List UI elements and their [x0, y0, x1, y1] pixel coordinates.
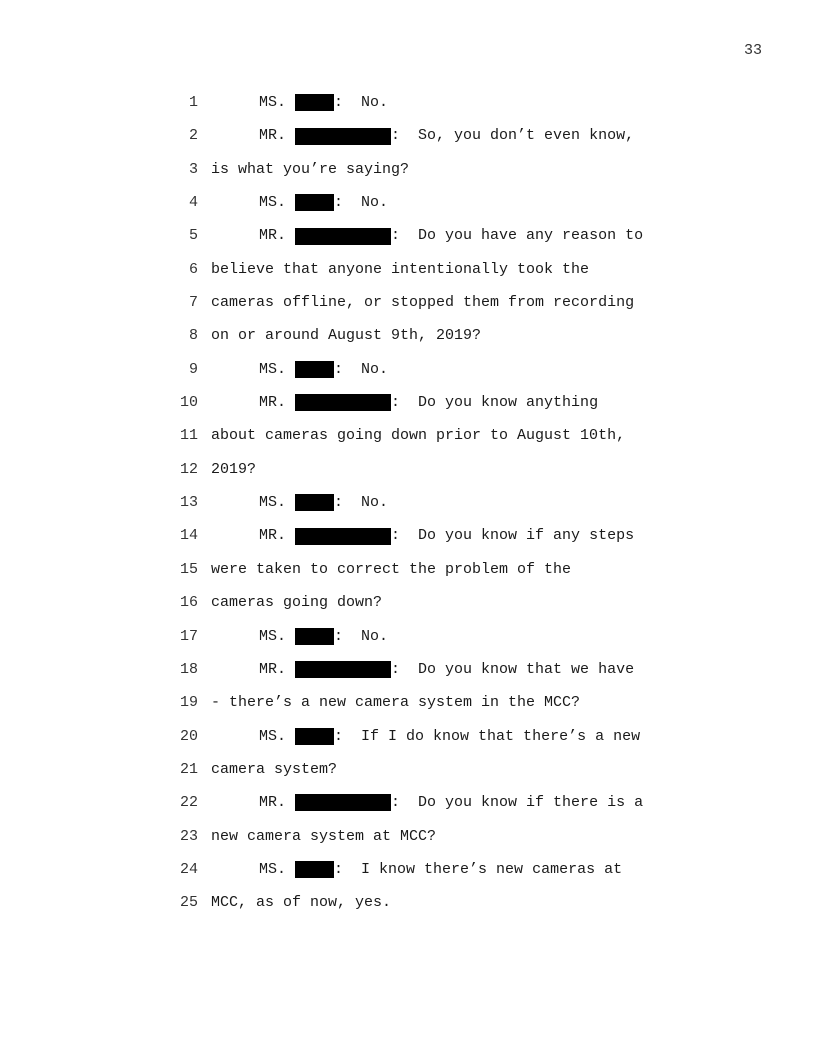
speaker-label: MR.	[259, 394, 287, 412]
spacer	[286, 853, 295, 886]
transcript-line	[0, 886, 816, 919]
transcript-body	[0, 86, 816, 920]
line-number: 2	[188, 127, 198, 145]
line-text	[259, 720, 640, 753]
line-number: 6	[188, 260, 198, 278]
redaction-box	[295, 361, 334, 378]
spoken-text: : Do you have any reason to	[391, 227, 644, 245]
spoken-text: : No.	[334, 94, 389, 111]
spacer	[286, 620, 295, 653]
line-number: 20	[179, 727, 198, 745]
line-text	[211, 253, 589, 286]
transcript-line	[0, 653, 816, 686]
spoken-text: : No.	[334, 194, 389, 212]
line-text	[259, 219, 643, 252]
redaction-box	[295, 228, 391, 245]
line-number: 4	[188, 194, 198, 212]
spoken-text: : No.	[334, 494, 389, 512]
transcript-line	[0, 353, 816, 386]
line-text	[259, 653, 634, 686]
transcript-line	[0, 186, 816, 219]
line-number: 5	[188, 227, 198, 245]
spoken-text: is what you’re saying?	[211, 160, 410, 178]
line-text	[211, 419, 625, 452]
spoken-text: : So, you don’t even know,	[391, 127, 635, 145]
transcript-line	[0, 286, 816, 319]
line-text	[259, 186, 388, 219]
transcript-line	[0, 620, 816, 653]
line-number: 19	[179, 694, 198, 712]
transcript-line	[0, 686, 816, 719]
spacer	[286, 86, 295, 119]
speaker-label: MS.	[259, 860, 287, 878]
line-number: 9	[188, 360, 198, 378]
transcript-line	[0, 786, 816, 819]
line-number: 3	[188, 160, 198, 178]
spoken-text: - there’s a new camera system in the MCC?	[211, 694, 581, 712]
transcript-line	[0, 386, 816, 419]
line-number: 22	[179, 794, 198, 812]
spoken-text: : Do you know anything	[391, 394, 599, 412]
line-text	[211, 886, 391, 919]
speaker-label: MS.	[259, 94, 287, 111]
spacer	[286, 353, 295, 386]
line-number: 23	[179, 827, 198, 845]
spacer	[286, 119, 295, 152]
line-number: 25	[179, 894, 198, 912]
line-number: 14	[179, 527, 198, 545]
transcript-line	[0, 419, 816, 452]
line-text	[211, 319, 481, 352]
speaker-label: MS.	[259, 627, 287, 645]
speaker-label: MR.	[259, 127, 287, 145]
redaction-box	[295, 661, 391, 678]
line-number: 17	[179, 627, 198, 645]
transcript-line	[0, 119, 816, 152]
line-text	[211, 586, 382, 619]
line-text	[211, 453, 256, 486]
line-text	[211, 820, 436, 853]
spoken-text: about cameras going down prior to August 10th,	[211, 427, 626, 445]
line-number: 1	[188, 94, 198, 111]
redaction-box	[295, 394, 391, 411]
line-number: 7	[188, 294, 198, 312]
line-text	[211, 153, 409, 186]
redaction-box	[295, 94, 334, 111]
transcript-line	[0, 253, 816, 286]
speaker-label: MR.	[259, 227, 287, 245]
spoken-text: : Do you know that we have	[391, 660, 635, 678]
transcript-line	[0, 319, 816, 352]
spacer	[286, 519, 295, 552]
redaction-box	[295, 194, 334, 211]
redaction-box	[295, 628, 334, 645]
redaction-box	[295, 861, 334, 878]
spoken-text: : I know there’s new cameras at	[334, 860, 623, 878]
transcript-line	[0, 586, 816, 619]
spoken-text: MCC, as of now, yes.	[211, 894, 392, 912]
transcript-line	[0, 553, 816, 586]
spoken-text: cameras offline, or stopped them from recording	[211, 294, 635, 312]
line-text	[259, 386, 598, 419]
spoken-text: : Do you know if there is a	[391, 794, 644, 812]
spacer	[286, 386, 295, 419]
line-text	[259, 853, 622, 886]
line-number: 24	[179, 860, 198, 878]
speaker-label: MS.	[259, 360, 287, 378]
speaker-label: MS.	[259, 494, 287, 512]
spacer	[286, 786, 295, 819]
transcript-line	[0, 820, 816, 853]
spacer	[286, 720, 295, 753]
line-text	[259, 620, 388, 653]
spacer	[286, 219, 295, 252]
line-number: 18	[179, 660, 198, 678]
speaker-label: MR.	[259, 794, 287, 812]
speaker-label: MR.	[259, 527, 287, 545]
transcript-line	[0, 519, 816, 552]
line-text	[259, 519, 634, 552]
spoken-text: believe that anyone intentionally took the	[211, 260, 590, 278]
spoken-text: cameras going down?	[211, 594, 383, 612]
page-number: 33	[743, 42, 762, 59]
line-number: 11	[179, 427, 198, 445]
line-text	[259, 119, 634, 152]
line-text	[259, 786, 643, 819]
line-text	[259, 353, 388, 386]
transcript-line	[0, 86, 816, 119]
transcript-line	[0, 219, 816, 252]
spoken-text: camera system?	[211, 760, 338, 778]
speaker-label: MS.	[259, 194, 287, 212]
redaction-box	[295, 528, 391, 545]
spacer	[286, 653, 295, 686]
line-text	[211, 286, 634, 319]
line-text	[211, 553, 571, 586]
line-text	[211, 753, 337, 786]
transcript-line	[0, 720, 816, 753]
line-number: 15	[179, 560, 198, 578]
transcript-line	[0, 453, 816, 486]
line-text	[211, 686, 580, 719]
transcript-line	[0, 153, 816, 186]
spoken-text: on or around August 9th, 2019?	[211, 327, 482, 345]
line-text	[259, 486, 388, 519]
line-number: 21	[179, 760, 198, 778]
spoken-text: : If I do know that there’s a new	[334, 727, 641, 745]
spoken-text: were taken to correct the problem of the	[211, 560, 572, 578]
line-number: 16	[179, 594, 198, 612]
spoken-text: : Do you know if any steps	[391, 527, 635, 545]
speaker-label: MS.	[259, 727, 287, 745]
line-number: 10	[179, 394, 198, 412]
transcript-line	[0, 753, 816, 786]
spacer	[286, 486, 295, 519]
line-number: 13	[179, 494, 198, 512]
redaction-box	[295, 794, 391, 811]
transcript-line	[0, 853, 816, 886]
redaction-box	[295, 494, 334, 511]
line-text	[259, 86, 388, 119]
spoken-text: 2019?	[211, 460, 257, 478]
line-number: 12	[179, 460, 198, 478]
spoken-text: : No.	[334, 360, 389, 378]
speaker-label: MR.	[259, 660, 287, 678]
line-number: 8	[188, 327, 198, 345]
transcript-line	[0, 486, 816, 519]
spacer	[286, 186, 295, 219]
spoken-text: : No.	[334, 627, 389, 645]
redaction-box	[295, 728, 334, 745]
redaction-box	[295, 128, 391, 145]
spoken-text: new camera system at MCC?	[211, 827, 437, 845]
